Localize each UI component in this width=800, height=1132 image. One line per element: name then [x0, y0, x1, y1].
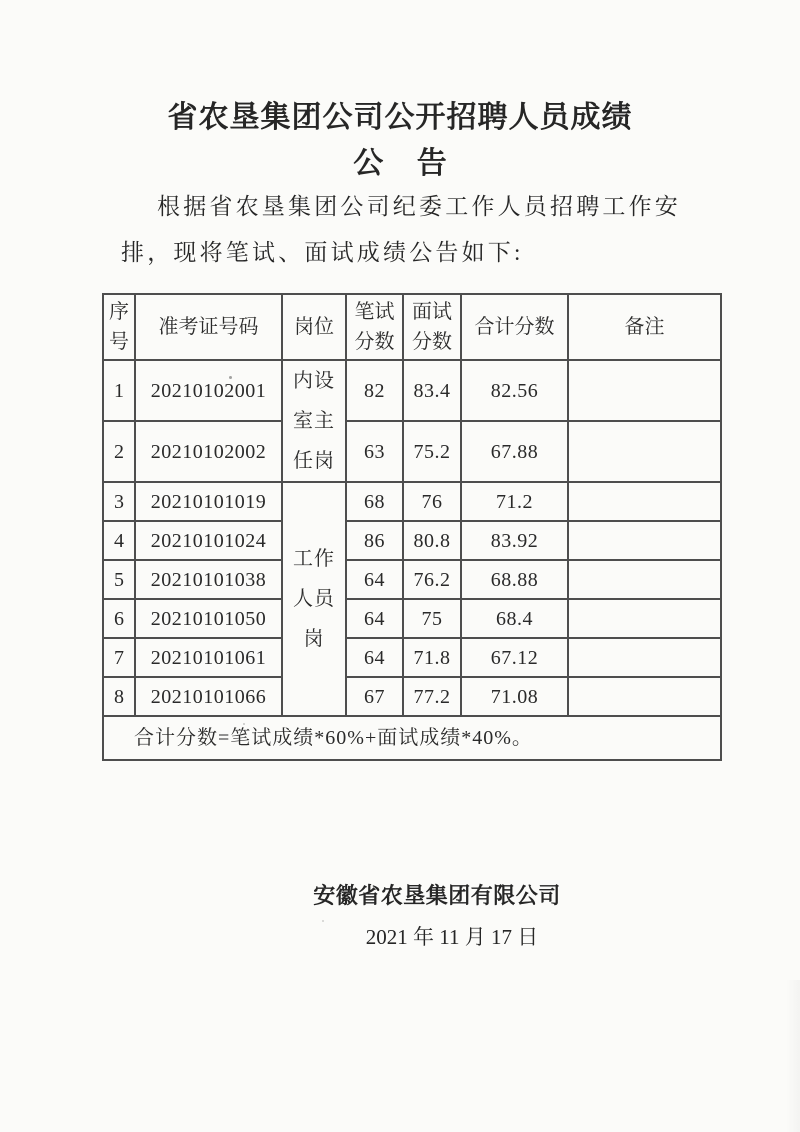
header-remark: 备注	[568, 294, 721, 360]
issuer-signature: 安徽省农垦集团有限公司	[313, 883, 561, 908]
total-score-cell: 67.12	[461, 638, 568, 677]
remark-cell	[568, 560, 721, 599]
table-footnote-row	[103, 716, 721, 760]
header-exam-id: 准考证号码	[135, 294, 282, 360]
remark-cell	[568, 421, 721, 482]
score-table	[102, 293, 722, 761]
remark-cell	[568, 360, 721, 421]
interview-score-cell: 77.2	[403, 677, 461, 716]
seq-cell: 7	[103, 638, 135, 677]
header-written-score: 笔试分数	[346, 294, 403, 360]
header-seq: 序号	[103, 294, 135, 360]
table-header-row	[103, 294, 721, 360]
header-total-score: 合计分数	[461, 294, 568, 360]
remark-cell	[568, 482, 721, 521]
table-row	[103, 638, 721, 677]
post-cell-staff: 工作人员岗	[282, 482, 346, 716]
header-post: 岗位	[282, 294, 346, 360]
header-interview-score: 面试分数	[403, 294, 461, 360]
table-row	[103, 482, 721, 521]
total-score-cell: 71.08	[461, 677, 568, 716]
scan-edge-noise	[786, 980, 800, 1132]
interview-score-cell: 76	[403, 482, 461, 521]
intro-paragraph	[121, 184, 706, 276]
table-row	[103, 599, 721, 638]
seq-cell: 4	[103, 521, 135, 560]
table-row	[103, 421, 721, 482]
total-score-cell: 68.88	[461, 560, 568, 599]
exam-id-cell: 20210101019	[135, 482, 282, 521]
seq-cell: 6	[103, 599, 135, 638]
intro-paragraph-line1: 根据省农垦集团公司纪委工作人员招聘工作安	[157, 194, 681, 219]
seq-cell: 3	[103, 482, 135, 521]
seq-cell: 1	[103, 360, 135, 421]
intro-paragraph-line2: 排，现将笔试、面试成绩公告如下:	[121, 240, 524, 265]
written-score-cell: 82	[346, 360, 403, 421]
written-score-cell: 64	[346, 638, 403, 677]
seq-cell: 5	[103, 560, 135, 599]
seq-cell: 8	[103, 677, 135, 716]
exam-id-cell: 20210101024	[135, 521, 282, 560]
written-score-cell: 86	[346, 521, 403, 560]
total-score-cell: 83.92	[461, 521, 568, 560]
written-score-cell: 63	[346, 421, 403, 482]
remark-cell	[568, 677, 721, 716]
remark-cell	[568, 521, 721, 560]
remark-cell	[568, 638, 721, 677]
interview-score-cell: 75.2	[403, 421, 461, 482]
exam-id-cell: 20210101050	[135, 599, 282, 638]
scan-speck	[243, 723, 245, 725]
interview-score-cell: 80.8	[403, 521, 461, 560]
scan-speck	[322, 920, 324, 922]
written-score-cell: 68	[346, 482, 403, 521]
footnote-cell: 合计分数=笔试成绩*60%+面试成绩*40%。	[103, 716, 721, 760]
document-title-line2: 公 告	[353, 147, 447, 180]
total-score-cell: 68.4	[461, 599, 568, 638]
written-score-cell: 64	[346, 560, 403, 599]
document-title-line1: 省农垦集团公司公开招聘人员成绩	[167, 101, 633, 134]
interview-score-cell: 71.8	[403, 638, 461, 677]
remark-cell	[568, 599, 721, 638]
total-score-cell: 67.88	[461, 421, 568, 482]
table-row	[103, 560, 721, 599]
interview-score-cell: 75	[403, 599, 461, 638]
table-row	[103, 521, 721, 560]
exam-id-cell: 20210101061	[135, 638, 282, 677]
total-score-cell: 71.2	[461, 482, 568, 521]
exam-id-cell: 20210102001	[135, 360, 282, 421]
exam-id-cell: 20210102002	[135, 421, 282, 482]
issue-date: 2021 年 11 月 17 日	[365, 925, 539, 949]
total-score-cell: 82.56	[461, 360, 568, 421]
exam-id-cell: 20210101038	[135, 560, 282, 599]
written-score-cell: 64	[346, 599, 403, 638]
table-row	[103, 360, 721, 421]
interview-score-cell: 76.2	[403, 560, 461, 599]
table-row	[103, 677, 721, 716]
post-cell-director: 内设室主任岗	[282, 360, 346, 482]
interview-score-cell: 83.4	[403, 360, 461, 421]
exam-id-cell: 20210101066	[135, 677, 282, 716]
scan-speck	[229, 376, 232, 379]
written-score-cell: 67	[346, 677, 403, 716]
seq-cell: 2	[103, 421, 135, 482]
